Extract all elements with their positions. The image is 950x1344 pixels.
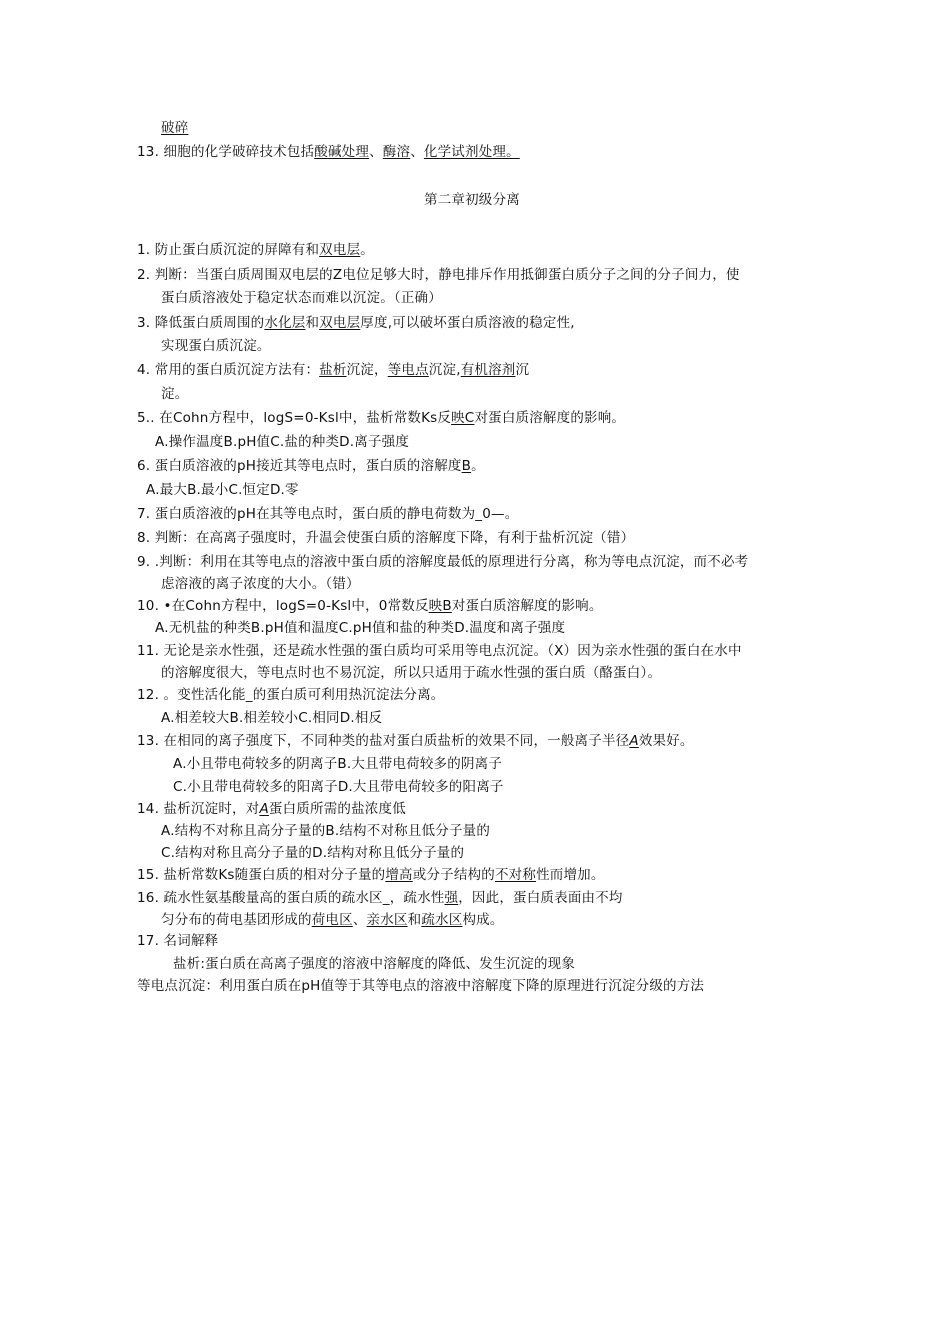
text-segment: A.无机盐的种类B.pH值和温度C.pH值和盐的种类D.温度和离子强度 [155,620,566,636]
text-segment: 效果好。 [638,733,694,749]
underlined-answer: 增高 [385,867,413,883]
text-line [137,685,445,705]
underlined-answer: 等电点 [387,362,429,378]
underlined-answer: 映C [451,410,475,426]
text-segment: A.结构不对称且高分子量的B.结构不对称且低分子量的 [161,823,491,839]
underlined-answer: 不对称 [494,867,537,883]
options-line [161,708,382,728]
text-segment: C.结构对称且高分子量的D.结构对称且低分子量的 [161,845,465,861]
underlined-answer: 破碎 [161,120,189,136]
text-line [137,888,623,908]
text-line [137,552,748,572]
text-segment: 沉 [515,362,530,378]
text-segment: 构成。 [462,912,504,928]
options-line [146,480,299,500]
text-segment: 和 [407,912,422,928]
text-segment: 14. 盐析沉淀时，对 [137,801,260,817]
text-segment: 盐析:蛋白质在高离子强度的溶液中溶解度的降低、发生沉淀的现象 [173,956,576,972]
text-line [137,408,625,428]
text-segment: 3. 降低蛋白质周围的 [137,315,265,331]
text-segment: 虑溶液的离子浓度的大小。（错） [161,576,360,592]
definition-line [137,976,704,996]
text-line [137,504,518,524]
text-segment: 厚度,可以破坏蛋白质溶液的稳定性, [360,315,575,331]
text-segment: 和 [305,315,320,331]
underlined-answer: A [629,733,639,749]
text-segment: 、 [369,144,383,160]
chapter-title [424,190,520,210]
text-segment: 10. •在Cohn方程中，logS=0-Ksl中，0常数反 [137,598,429,614]
underlined-answer: B [461,458,472,474]
text-line [161,336,271,356]
underlined-answer: 亲水区 [366,912,408,928]
text-segment: 13. 细胞的化学破碎技术包括 [137,144,315,160]
text-segment: 13. 在相同的离子强度下，不同种类的盐对蛋白质盐析的效果不同，一般离子半径 [137,733,630,749]
text-segment: 蛋白质所需的盐浓度低 [268,801,406,817]
text-segment: A.操作温度B.pH值C.盐的种类D.离子强度 [155,434,410,450]
options-line [155,618,565,638]
text-segment: 匀分布的荷电基团形成的 [161,912,312,928]
underlined-answer: 疏水区 [421,912,463,928]
text-segment: A.相差较大B.相差较小C.相同D.相反 [161,710,383,726]
text-line [137,240,374,260]
underlined-answer: 强 [444,890,459,906]
text-line [137,731,694,751]
text-segment: 17. 名词解释 [137,933,219,949]
text-segment: C.小且带电荷较多的阳离子D.大且带电荷较多的阳离子 [173,779,504,795]
text-line [137,360,529,380]
text-segment: 11. 无论是亲水性强，还是疏水性强的蛋白质均可采用等电点沉淀。（X）因为亲水性强的蛋白在水中 [137,643,742,659]
text-segment: 性而增加。 [536,867,605,883]
definition-line [173,954,575,974]
text-segment: 4. 常用的蛋白质沉淀方法有： [137,362,320,378]
text-segment: 2. 判断：当蛋白质周围双电层的Z电位足够大时，静电排斥作用抵御蛋白质分子之间的分子间力，使 [137,267,740,283]
text-line [137,142,520,162]
text-segment: 1. 防止蛋白质沉淀的屏障有和 [137,242,320,258]
options-line [173,754,502,774]
text-segment: 淀。 [161,386,189,402]
options-line [161,843,464,863]
text-segment: 。 [471,458,485,474]
text-line [137,456,485,476]
text-segment: 对蛋白质溶解度的影响。 [474,410,626,426]
text-segment: 8. 判断：在高离子强度时，升温会使蛋白质的溶解度下降，有利于盐析沉淀（错） [137,530,635,546]
text-segment: 7. 蛋白质溶液的pH在其等电点时，蛋白质的静电荷数为_0—。 [137,506,519,522]
text-line [161,663,661,683]
text-line [137,865,605,885]
options-line [161,821,490,841]
text-segment: 、 [352,912,367,928]
text-segment: 或分子结构的 [412,867,495,883]
text-segment: A.最大B.最小C.恒定D.零 [146,482,299,498]
options-line [173,777,504,797]
text-line [161,574,360,594]
text-line [161,910,504,930]
text-segment: 。 [360,242,374,258]
text-segment: 沉淀, [428,362,461,378]
text-line [161,118,188,138]
text-segment: A.小且带电荷较多的阴离子B.大且带电荷较多的阴离子 [173,756,503,772]
underlined-answer: 双电层 [319,315,361,331]
text-segment: 沉淀， [346,362,388,378]
text-segment: ，因此，蛋白质表面由不均 [458,890,623,906]
text-line [137,931,218,951]
underlined-answer: 双电层 [319,242,361,258]
text-line [137,799,406,819]
underlined-answer: 盐析 [319,362,347,378]
text-segment: 、 [410,144,424,160]
underlined-answer: 荷电区 [311,912,353,928]
underlined-answer: 水化层 [264,315,306,331]
text-segment: 15. 盐析常数Ks随蛋白质的相对分子量的 [137,867,386,883]
text-line [137,265,740,285]
text-segment: 的溶解度很大，等电点时也不易沉淀，所以只适用于疏水性强的蛋白质（酪蛋白）。 [161,665,662,681]
text-segment: 12. 。变性活化能_的蛋白质可利用热沉淀法分离。 [137,687,445,703]
text-line [161,384,188,404]
text-segment: 实现蛋白质沉淀。 [161,338,271,354]
underlined-answer: 有机溶剂 [460,362,516,378]
text-segment: 对蛋白质溶解度的影响。 [451,598,603,614]
options-line [155,432,409,452]
text-segment: 16. 疏水性氨基酸量高的蛋白质的疏水区_，疏水性 [137,890,445,906]
text-line [137,528,634,548]
text-segment: 等电点沉淀：利用蛋白质在pH值等于其等电点的溶液中溶解度下降的原理进行沉淀分级的方法 [137,978,705,994]
text-line [137,596,603,616]
underlined-answer: 酸碱处理 [314,144,370,160]
underlined-answer: 酶溶 [382,144,411,160]
text-line [137,313,575,333]
text-segment: 6. 蛋白质溶液的pH接近其等电点时，蛋白质的溶解度 [137,458,462,474]
underlined-answer: 映B [428,598,452,614]
text-line [137,641,742,661]
text-segment: 9. .判断：利用在其等电点的溶液中蛋白质的溶解度最低的原理进行分离，称为等电点沉淀，而不必考 [137,554,749,570]
text-segment: 蛋白质溶液处于稳定状态而难以沉淀。（正确） [161,290,442,306]
text-line [161,288,442,308]
text-segment: 5.. 在Cohn方程中，logS=0-Ksl中，盐析常数Ks反 [137,410,452,426]
text-segment: 第二章初级分离 [424,192,520,208]
underlined-answer: A [259,801,269,817]
underlined-answer: 化学试剂处理。 [423,144,520,160]
